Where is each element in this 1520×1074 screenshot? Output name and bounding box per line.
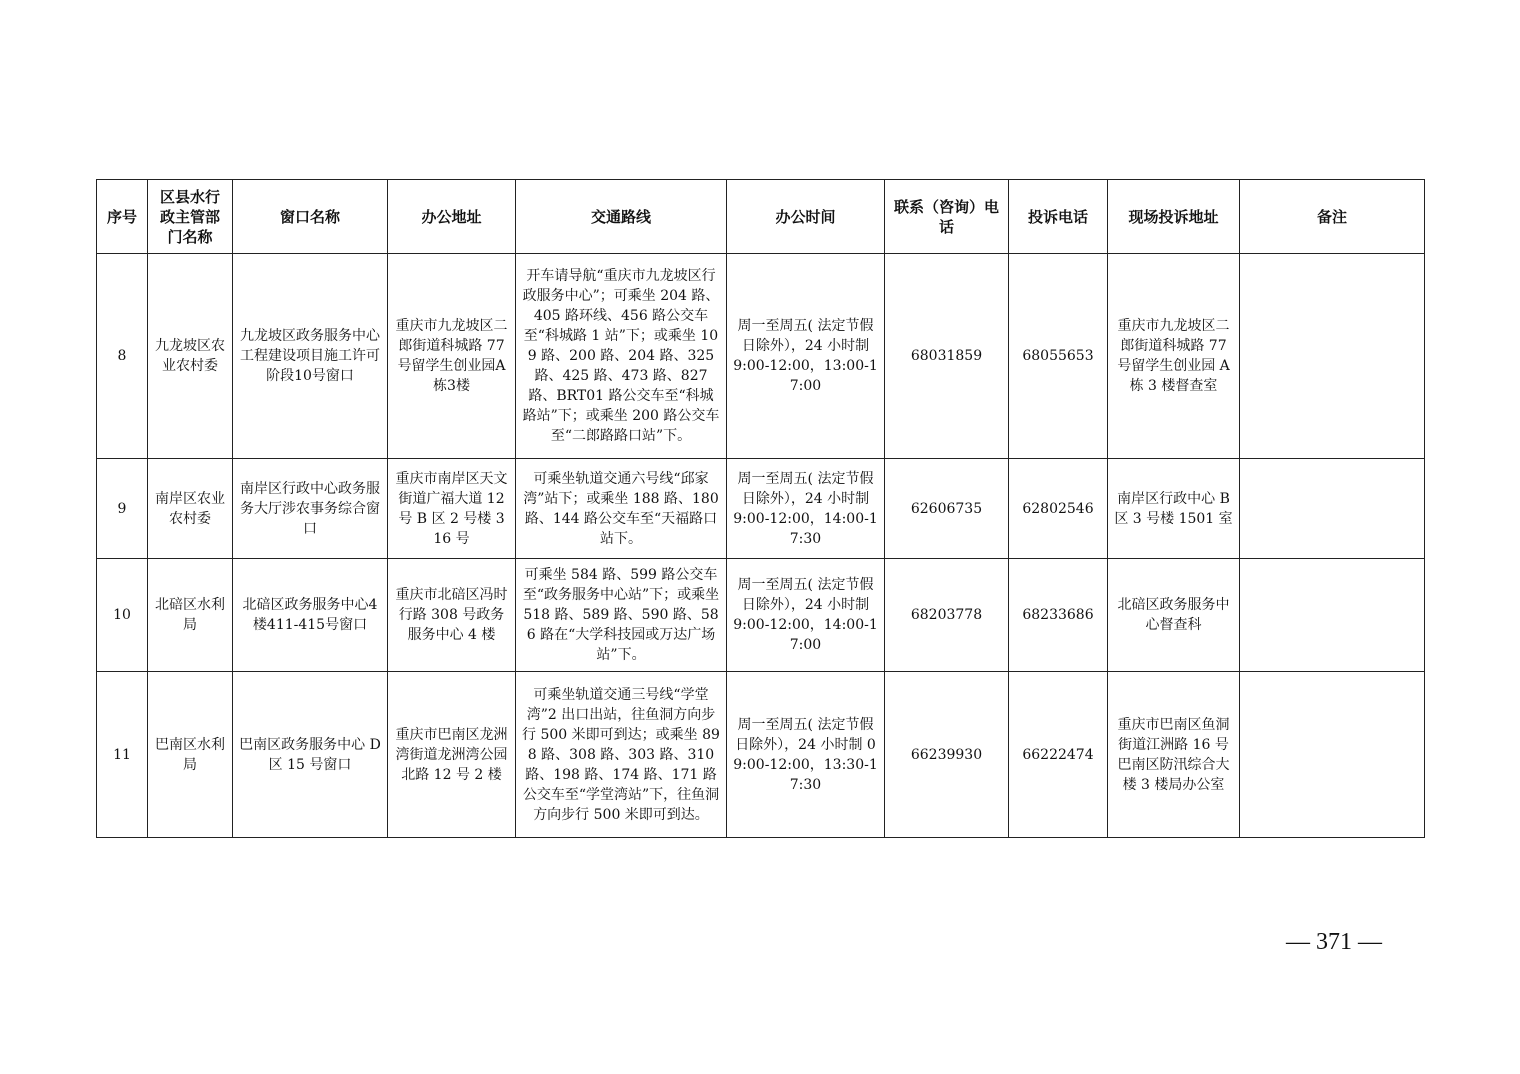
cell-address: 重庆市九龙坡区二郎街道科城路 77 号留学生创业园A栋3楼 xyxy=(388,254,516,459)
cell-window: 南岸区行政中心政务服务大厅涉农事务综合窗口 xyxy=(233,459,388,559)
cell-address: 重庆市南岸区天文街道广福大道 12 号 B 区 2 号楼 316 号 xyxy=(388,459,516,559)
cell-remark xyxy=(1240,254,1425,459)
cell-contact: 68031859 xyxy=(885,254,1009,459)
cell-route: 可乘坐轨道交通六号线“邱家湾”站下；或乘坐 188 路、180 路、144 路公交车至“天福路口站下。 xyxy=(516,459,727,559)
cell-route: 可乘坐 584 路、599 路公交车至“政务服务中心站”下；或乘坐 518 路、589 路、590 路、586 路在“大学科技园或万达广场站”下。 xyxy=(516,559,727,672)
cell-window: 九龙坡区政务服务中心工程建设项目施工许可阶段10号窗口 xyxy=(233,254,388,459)
table-row xyxy=(97,459,1425,559)
header-hours: 办公时间 xyxy=(727,180,885,254)
cell-dept: 九龙坡区农业农村委 xyxy=(148,254,233,459)
header-complaint: 投诉电话 xyxy=(1009,180,1108,254)
cell-window: 北碚区政务服务中心4楼411-415号窗口 xyxy=(233,559,388,672)
cell-route: 开车请导航“重庆市九龙坡区行政服务中心”；可乘坐 204 路、405 路环线、456 路公交车至“科城路 1 站”下；或乘坐 109 路、200 路、204 路、325 路、425 路、473 路、827 路、BRT01 路公交车至“科城路站”下；或乘坐 200 路公交车至“二郎路路口站”下。 xyxy=(516,254,727,459)
cell-address: 重庆市巴南区龙洲湾街道龙洲湾公园北路 12 号 2 楼 xyxy=(388,672,516,838)
cell-complaint-addr: 重庆市巴南区鱼洞街道江洲路 16 号巴南区防汛综合大楼 3 楼局办公室 xyxy=(1108,672,1240,838)
cell-no: 9 xyxy=(97,459,148,559)
cell-complaint-addr: 南岸区行政中心 B 区 3 号楼 1501 室 xyxy=(1108,459,1240,559)
cell-route: 可乘坐轨道交通三号线“学堂湾”2 出口出站，往鱼洞方向步行 500 米即可到达；或乘坐 898 路、308 路、303 路、310 路、198 路、174 路、171 路公交车至“学堂湾站”下，往鱼洞方向步行 500 米即可到达。 xyxy=(516,672,727,838)
cell-complaint: 68233686 xyxy=(1009,559,1108,672)
cell-no: 8 xyxy=(97,254,148,459)
cell-dept: 北碚区水利局 xyxy=(148,559,233,672)
cell-address: 重庆市北碚区冯时行路 308 号政务服务中心 4 楼 xyxy=(388,559,516,672)
cell-remark xyxy=(1240,559,1425,672)
table-row xyxy=(97,559,1425,672)
header-window: 窗口名称 xyxy=(233,180,388,254)
cell-no: 10 xyxy=(97,559,148,672)
cell-contact: 68203778 xyxy=(885,559,1009,672)
header-route: 交通路线 xyxy=(516,180,727,254)
table-row xyxy=(97,672,1425,838)
cell-complaint: 66222474 xyxy=(1009,672,1108,838)
cell-dept: 巴南区水利局 xyxy=(148,672,233,838)
cell-hours: 周一至周五( 法定节假日除外），24 小时制 9:00-12:00，14:00-17:00 xyxy=(727,559,885,672)
cell-complaint: 62802546 xyxy=(1009,459,1108,559)
header-complaint-addr: 现场投诉地址 xyxy=(1108,180,1240,254)
cell-window: 巴南区政务服务中心 D 区 15 号窗口 xyxy=(233,672,388,838)
service-window-table xyxy=(96,179,1425,838)
cell-no: 11 xyxy=(97,672,148,838)
cell-remark xyxy=(1240,459,1425,559)
cell-hours: 周一至周五( 法定节假日除外），24 小时制 9:00-12:00，13:00-17:00 xyxy=(727,254,885,459)
header-remark: 备注 xyxy=(1240,180,1425,254)
page-number: — 371 — xyxy=(1286,929,1382,955)
cell-complaint-addr: 重庆市九龙坡区二郎街道科城路 77 号留学生创业园 A 栋 3 楼督查室 xyxy=(1108,254,1240,459)
cell-hours: 周一至周五( 法定节假日除外），24 小时制 09:00-12:00，13:30-17:30 xyxy=(727,672,885,838)
header-no: 序号 xyxy=(97,180,148,254)
table-header-row xyxy=(97,180,1425,254)
table-row xyxy=(97,254,1425,459)
header-dept: 区县水行政主管部门名称 xyxy=(148,180,233,254)
cell-remark xyxy=(1240,672,1425,838)
header-address: 办公地址 xyxy=(388,180,516,254)
cell-complaint: 68055653 xyxy=(1009,254,1108,459)
header-contact: 联系（咨询）电话 xyxy=(885,180,1009,254)
cell-contact: 62606735 xyxy=(885,459,1009,559)
cell-complaint-addr: 北碚区政务服务中心督查科 xyxy=(1108,559,1240,672)
cell-hours: 周一至周五( 法定节假日除外），24 小时制 9:00-12:00，14:00-17:30 xyxy=(727,459,885,559)
cell-dept: 南岸区农业农村委 xyxy=(148,459,233,559)
cell-contact: 66239930 xyxy=(885,672,1009,838)
